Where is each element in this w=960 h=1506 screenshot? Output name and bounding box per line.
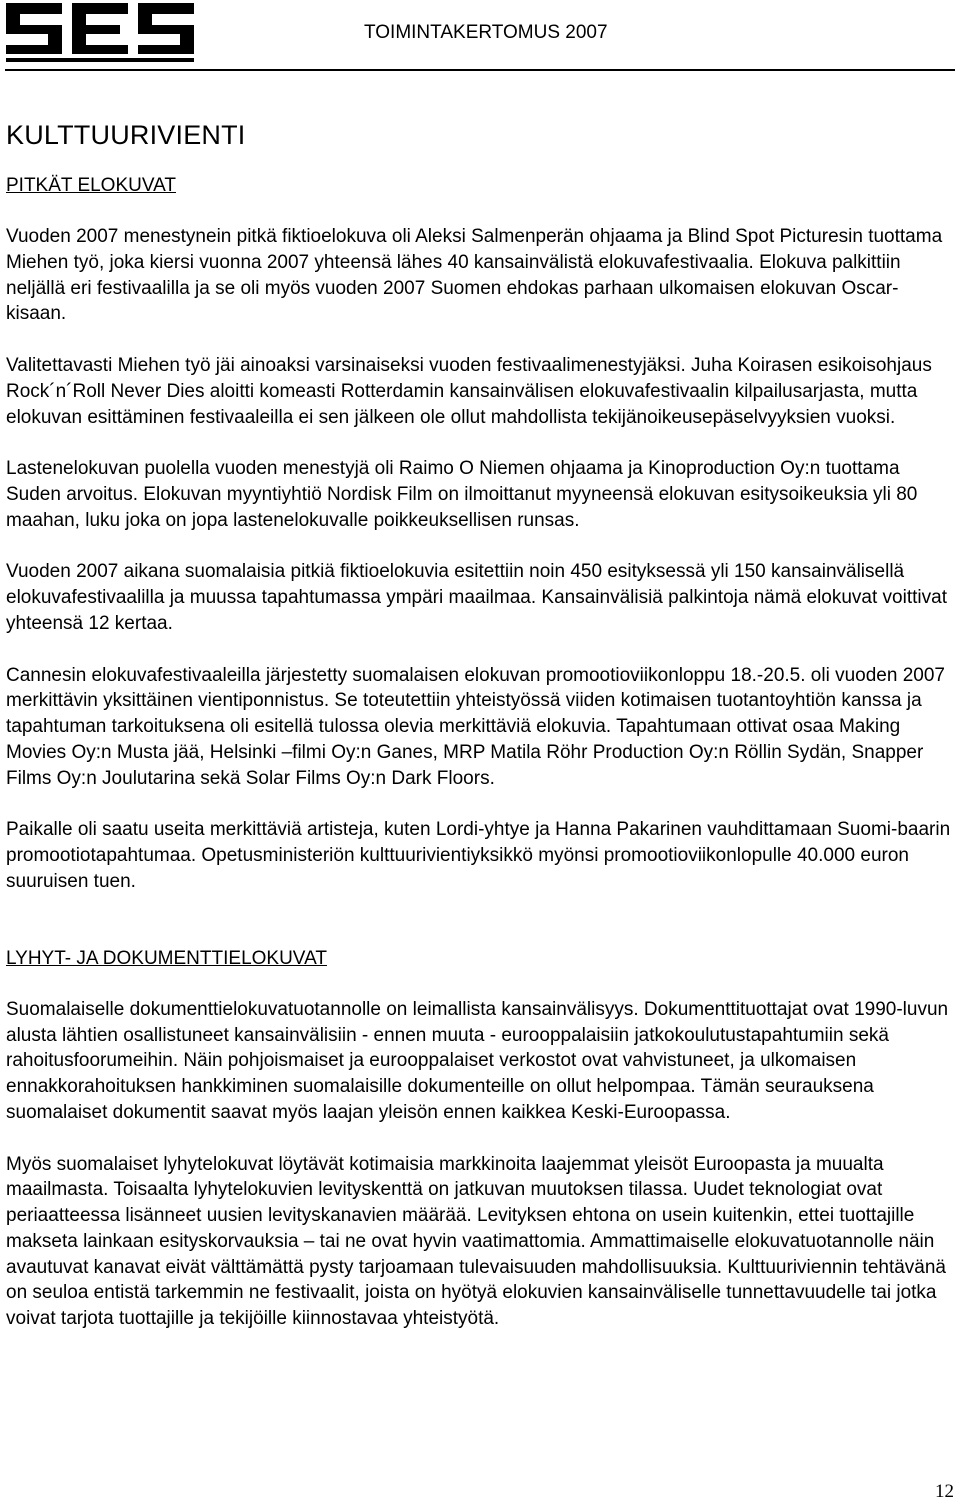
section-heading-pitkat-elokuvat: PITKÄT ELOKUVAT — [6, 175, 176, 196]
paragraph: Paikalle oli saatu useita merkittäviä artisteja, kuten Lordi-yhtye ja Hanna Pakarinen vauhdittamaan Suomi-baarin promootiotapahtumaa. Opetusministeriön kulttuurivientiyksikkö myönsi promootioviikonlopulle 40.000 euron suuruisen tuen. — [6, 819, 951, 892]
report-title: TOIMINTAKERTOMUS 2007 — [364, 22, 608, 43]
page-title: KULTTUURIVIENTI — [6, 120, 246, 150]
paragraph: Vuoden 2007 aikana suomalaisia pitkiä fiktioelokuvia esitettiin noin 450 esityksessä yli 150 kansainvälisellä elokuvafestivaalilla ja muussa tapahtumassa ympäri maailmaa. Kansainvälisiä palkintoja nämä elokuvat voittivat yhteensä 12 kertaa. — [6, 561, 947, 634]
paragraph: Suomalaiselle dokumenttielokuvatuotannolle on leimallista kansainvälisyys. Dokumenttituottajat ovat 1990-luvun alusta lähtien osallistuneet kansainvälisiin - ennen muuta - eurooppalaisiin jatkokoulutustapahtumiin sekä rahoitusfoorumeihin. Näin pohjoismaiset ja eurooppalaiset verkostot ovat vahvistuneet, ja ulkomaisen ennakkorahoituksen hankkiminen suomalaisille dokumenteille on ollut helpompaa. Tämän seurauksena suomalaiset dokumentit saavat myös laajan yleisön ennen kaikkea Keski-Euroopassa. — [6, 998, 949, 1123]
page-number: 12 — [935, 1481, 954, 1502]
paragraph: Valitettavasti Miehen työ jäi ainoaksi varsinaiseksi vuoden festivaalimenestyjäksi. Juha Koirasen esikoisohjaus Rock´n´Roll Never Dies aloitti komeasti Rotterdamin kansainvälisen elokuvafestivaalin kilpailusarjasta, mutta elokuvan esittäminen festivaaleilla ei sen jälkeen ole ollut mahdollista tekijänoikeusepäselvyyksien vuoksi. — [6, 354, 932, 428]
paragraph: Lastenelokuvan puolella vuoden menestyjä oli Raimo O Niemen ohjaama ja Kinoproduction Oy:n tuottama Suden arvoitus. Elokuvan myyntiyhtiö Nordisk Film on ilmoittanut myyneensä elokuvan esitysoikeuksia yli 80 maahan, luku joka on jopa lastenelokuvalle poikkeuksellisen runsas. — [6, 458, 918, 531]
document-body — [6, 118, 954, 1358]
ses-logo — [6, 3, 196, 63]
paragraph: Vuoden 2007 menestynein pitkä fiktioelokuva oli Aleksi Salmenperän ohjaama ja Blind Spot Picturesin tuottama Miehen työ, joka kiersi vuonna 2007 yhteensä lähes 40 kansainvälistä elokuvafestivaalia. Elokuva palkittiin neljällä eri festivaalilla ja se oli myös vuoden 2007 Suomen ehdokas parhaan ulkomaisen elokuvan Oscar-kisaan. — [6, 226, 943, 325]
section-heading-lyhyt-ja-dokumenttielokuvat: LYHYT- JA DOKUMENTTIELOKUVAT — [6, 947, 327, 969]
paragraph: Myös suomalaiset lyhytelokuvat löytävät kotimaisia markkinoita laajemmat yleisöt Euroopasta ja muualta maailmasta. Toisaalta lyhytelokuvien levityskenttä on jatkuvan muutoksen tilassa. Uudet teknologiat ovat periaatteessa lisänneet uusien levityskanavien määrää. Levityksen ehtona on usein kuitenkin, ettei tuottajille makseta lainkaan esityskorvauksia – tai ne ovat hyvin vaatimattomia. Ammattimaiselle elokuvatuotannolle näin avautuvat kanavat eivät välttämättä pysty tarjoamaan tulevaisuuden mahdollisuuksia. Kulttuuriviennin tehtävänä on seuloa entistä tarkemmin ne festivaalit, joista on hyötyä elokuvien kansainväliselle tunnettavuudelle tai jotka voivat tarjota tuottajille ja tekijöille kiinnostavaa yhteistyötä. — [6, 1153, 946, 1330]
paragraph: Cannesin elokuvafestivaaleilla järjestetty suomalaisen elokuvan promootioviikonloppu 18.-20.5. oli vuoden 2007 merkittävin yksittäinen vientiponnistus. Se toteutettiin yhteistyössä viiden kotimaisen tuotantoyhtiön kanssa ja tapahtuman tarkoituksena oli esitellä tulossa olevia merkittäviä elokuvia. Tapahtumaan ottivat osaa Making Movies Oy:n Musta jää, Helsinki –filmi Oy:n Ganes, MRP Matila Röhr Production Oy:n Röllin Sydän, Snapper Films Oy:n Joulutarina sekä Solar Films Oy:n Dark Floors. — [6, 664, 945, 789]
header-divider — [5, 69, 955, 71]
